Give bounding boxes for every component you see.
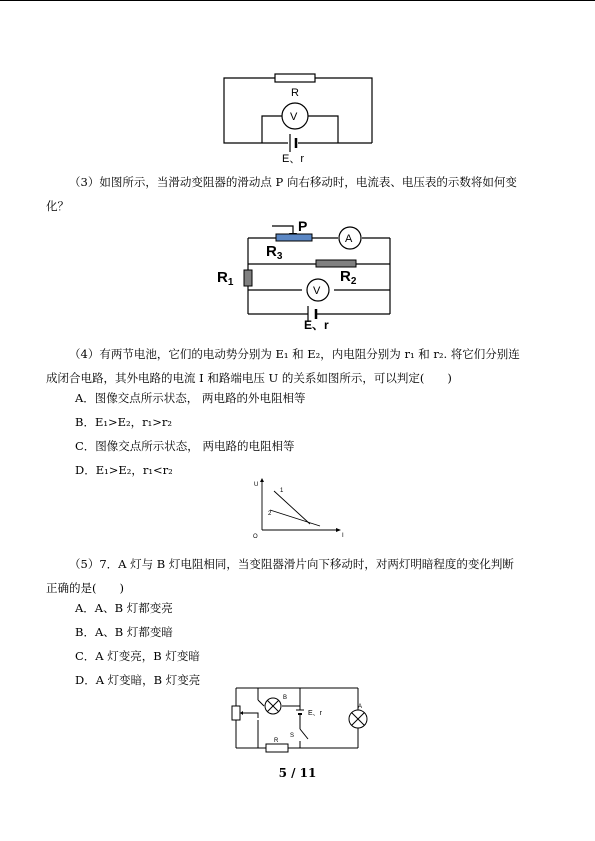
q4-option-d: D．E₁>E₂，r₁<r₂ <box>75 463 173 477</box>
resistor-r2 <box>316 260 356 267</box>
u-axis-label: U <box>254 482 259 488</box>
lamp-b-label: B <box>283 695 288 701</box>
q5-option-b: B．A、B 灯都变暗 <box>75 625 173 639</box>
page-number: 5 / 11 <box>278 766 317 780</box>
top-border-line <box>0 0 595 1</box>
graph-line-2 <box>270 510 320 526</box>
origin-label: O <box>253 534 258 540</box>
circuit-figure-1 <box>218 70 378 165</box>
r3-label: $R_3$ <box>266 243 283 262</box>
q4-stem <box>46 342 546 390</box>
q5-option-c: C．A 灯变亮，B 灯变暗 <box>75 649 200 663</box>
q4-option-a: A．图像交点所示状态， 两电路的外电阻相等 <box>75 391 306 405</box>
resistor-label: R <box>274 738 279 744</box>
voltmeter-label: V <box>313 285 321 297</box>
resistor-r-label: R <box>291 87 299 99</box>
r1-label: $R_1$ <box>217 269 234 288</box>
r2-label: $R_2$ <box>340 268 357 287</box>
switch-label: S <box>290 733 295 739</box>
q5-option-d: D．A 灯变暗，B 灯变亮 <box>75 673 201 687</box>
q4-line-1: （4）有两节电池，它们的电动势分别为 E₁ 和 E₂，内电阻分别为 r₁ 和 r₂. 将它们分别连 <box>69 347 520 361</box>
slider-p-label: P <box>298 218 308 234</box>
q5-stem <box>46 552 546 600</box>
rheostat <box>232 706 240 720</box>
ui-graph <box>250 478 350 540</box>
circuit-figure-2 <box>212 218 412 334</box>
q3-line-1: （3）如图所示，当滑动变阻器的滑动点 P 向右移动时，电流表、电压表的示数将如何变 <box>69 175 517 189</box>
resistor-r1 <box>244 270 252 286</box>
line-2-label: 2 <box>268 511 272 517</box>
voltmeter-label: V <box>290 111 298 123</box>
q5-option-a: A．A、B 灯都变亮 <box>75 601 173 615</box>
circuit-figure-3 <box>230 684 370 754</box>
resistor-r <box>266 744 288 752</box>
ammeter-label: A <box>345 233 353 245</box>
graph-line-1 <box>274 491 310 524</box>
q5-line-2: 正确的是( ) <box>46 581 124 595</box>
lamp-a-label: A <box>358 704 363 710</box>
lamp-b-icon <box>265 698 281 714</box>
q5-line-1: （5）7．A 灯与 B 灯电阻相同，当变阻器滑片向下移动时，对两灯明暗程度的变化判断 <box>69 557 514 571</box>
q4-option-b: B．E₁>E₂，r₁>r₂ <box>75 415 172 429</box>
q4-line-2: 成闭合电路，其外电路的电流 I 和路端电压 U 的关系如图所示，可以判定( ) <box>46 371 452 385</box>
lamp-a-icon <box>349 710 367 728</box>
line-1-label: 1 <box>280 488 284 494</box>
rheostat-r3 <box>276 234 312 241</box>
q4-option-c: C．图像交点所示状态， 两电路的电阻相等 <box>75 439 295 453</box>
q3-line-2: 化？ <box>46 199 69 213</box>
battery-label: E、r <box>308 710 322 717</box>
resistor-r <box>275 74 315 82</box>
i-axis-label: I <box>342 533 344 539</box>
battery-label: E、r <box>304 318 329 332</box>
battery-label: E、r <box>282 153 304 165</box>
